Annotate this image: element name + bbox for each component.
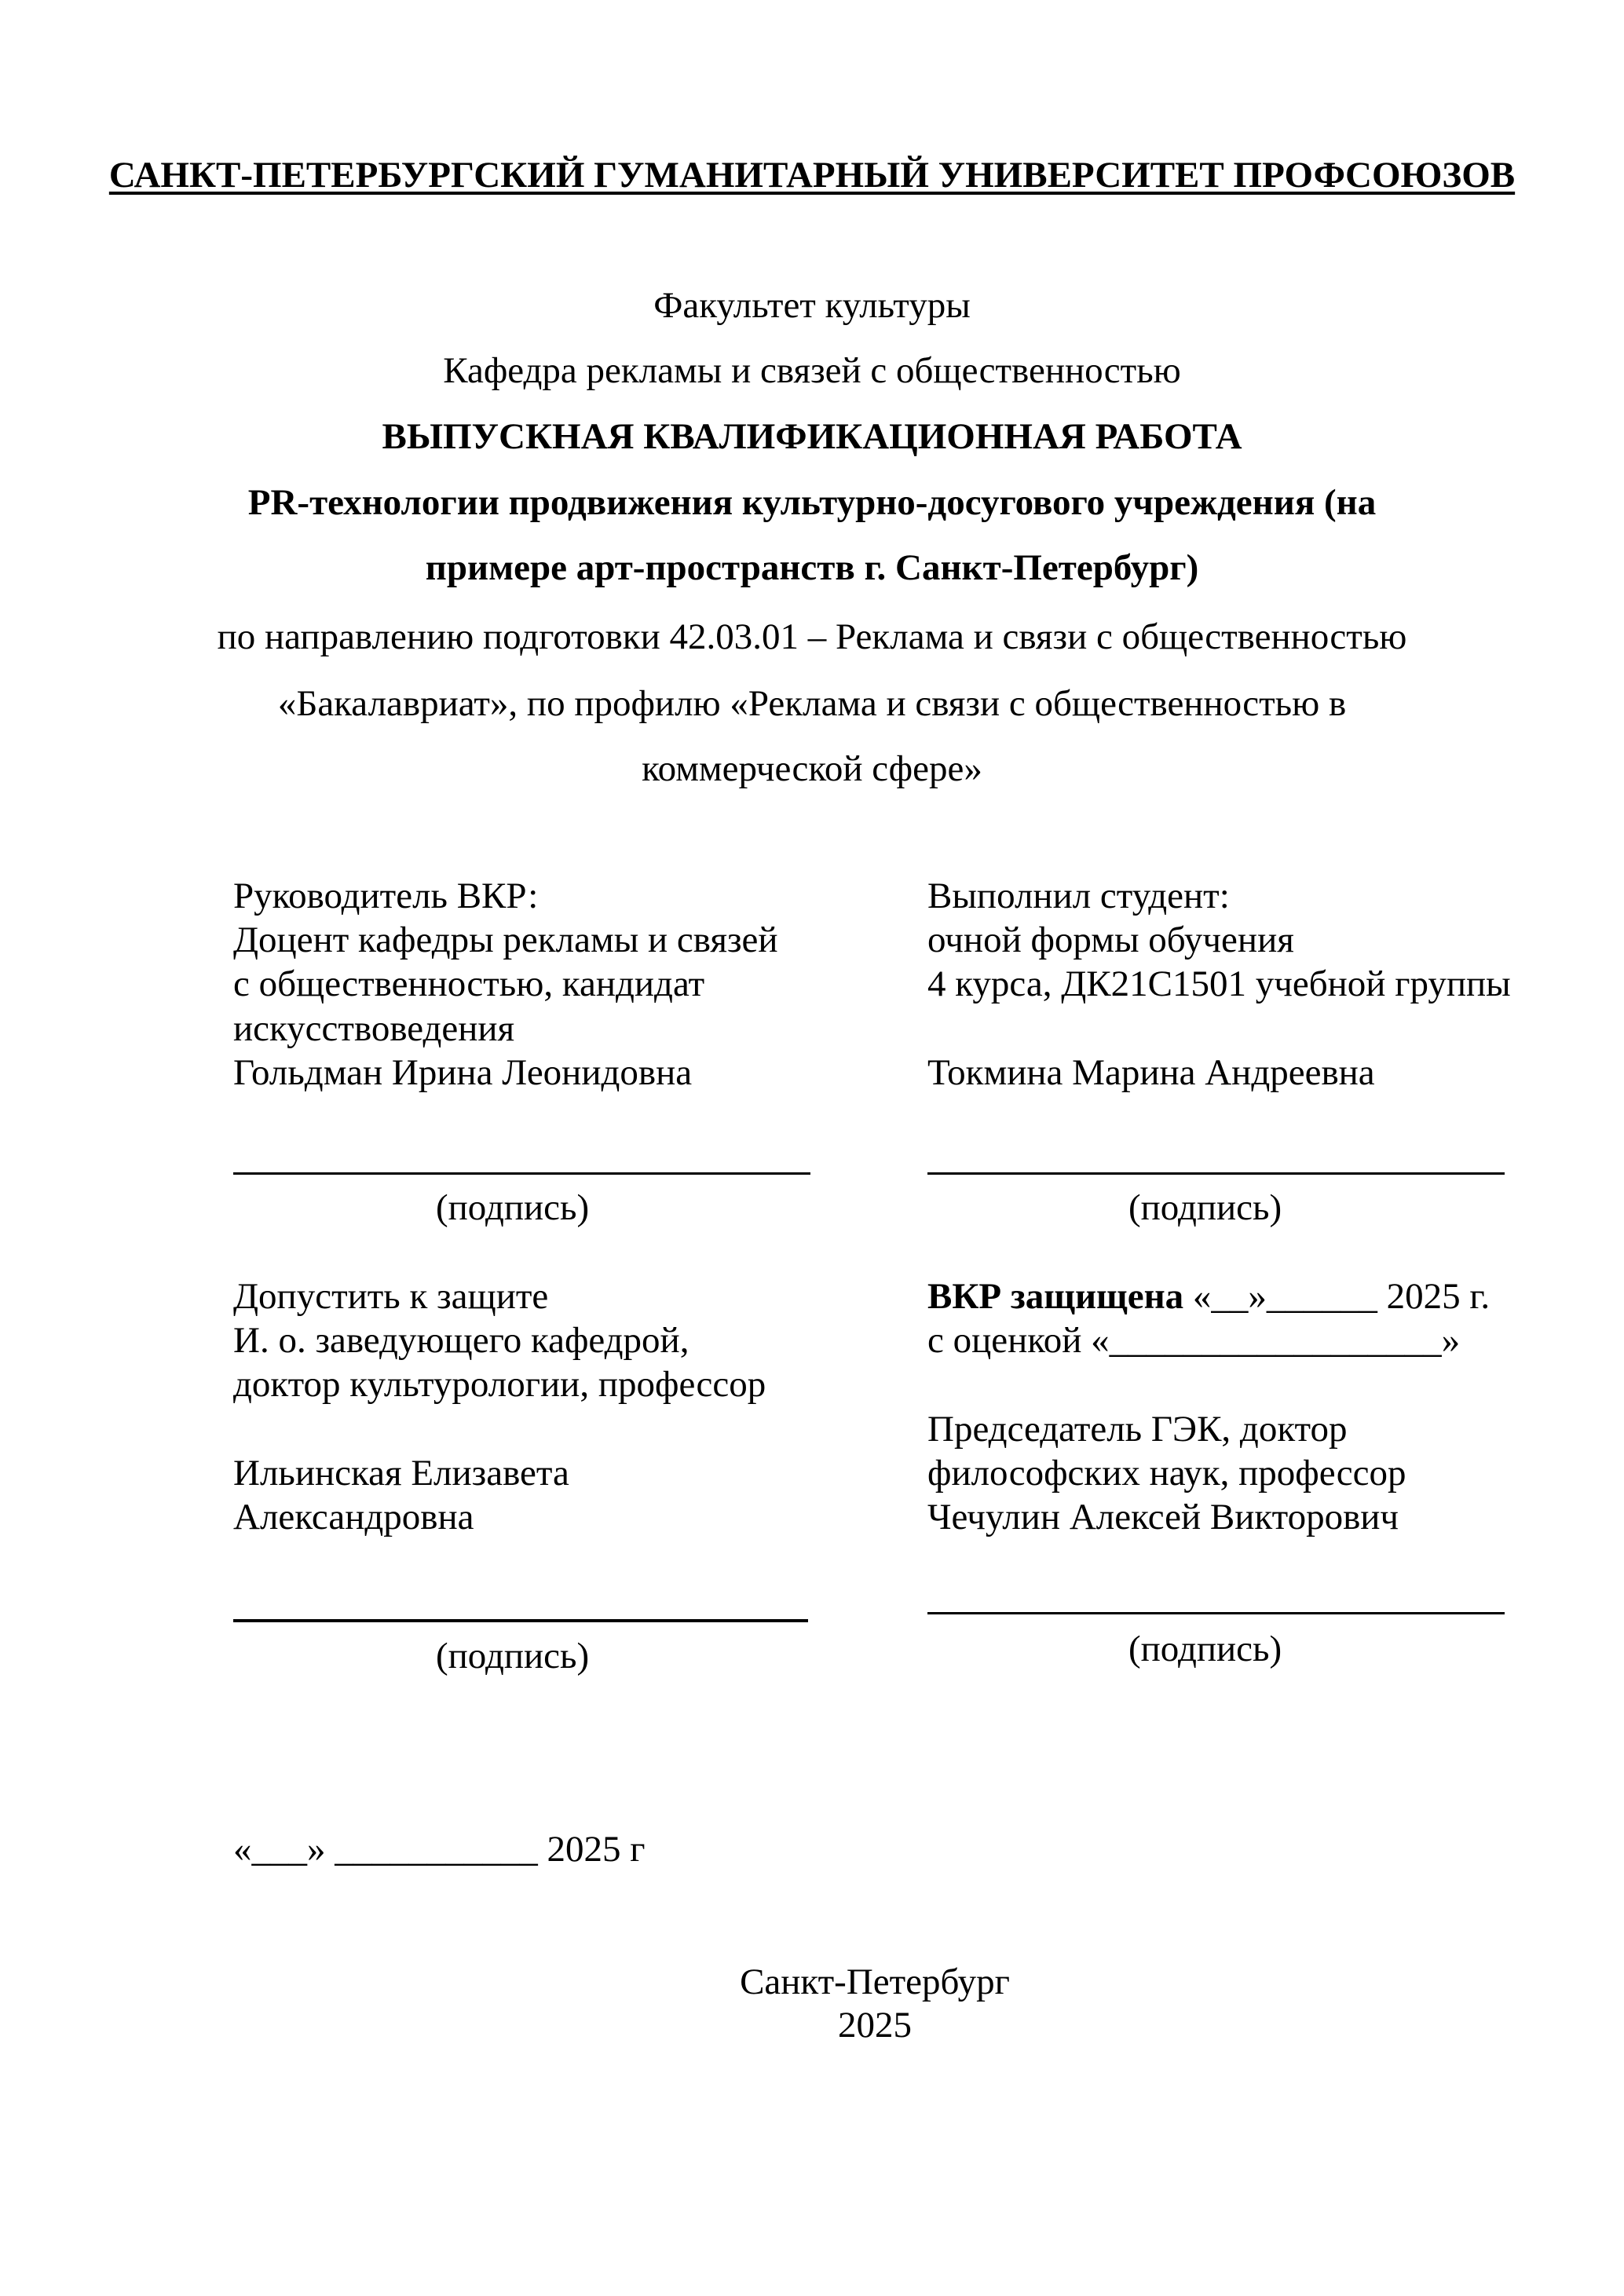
year: 2025	[838, 2005, 912, 2046]
defense-grade: с оценкой «__________________»	[927, 1320, 1461, 1361]
supervisor-name: Гольдман Ирина Леонидовна	[233, 1052, 693, 1093]
direction-line3: коммерческой сфере»	[642, 748, 982, 789]
supervisor-line1: Доцент кафедры рекламы и связей	[233, 919, 778, 960]
department: Кафедра рекламы и связей с общественностью	[443, 350, 1181, 391]
head-signature-caption: (подпись)	[436, 1636, 590, 1676]
faculty: Факультет культуры	[653, 285, 971, 326]
chair-signature-caption: (подпись)	[1128, 1629, 1282, 1669]
supervisor-line3: искусствоведения	[233, 1008, 515, 1049]
defense-label: ВКР защищена	[927, 1276, 1184, 1317]
direction-line1: по направлению подготовки 42.03.01 – Реклама и связи с общественностью	[217, 616, 1407, 657]
student-name: Токмина Марина Андреевна	[927, 1052, 1375, 1093]
university-name: САНКТ-ПЕТЕРБУРГСКИЙ ГУМАНИТАРНЫЙ УНИВЕРСИТЕТ ПРОФСОЮЗОВ	[108, 155, 1516, 196]
defense-date: «__»______ 2025 г.	[1183, 1276, 1490, 1317]
head-name1: Ильинская Елизавета	[233, 1453, 569, 1493]
thesis-title-line2: примере арт-пространств г. Санкт-Петербург)	[425, 547, 1199, 588]
work-type: ВЫПУСКНАЯ КВАЛИФИКАЦИОННАЯ РАБОТА	[382, 416, 1242, 457]
head-signature-line	[233, 1619, 808, 1622]
date-line: «___» ___________ 2025 г	[233, 1829, 646, 1870]
supervisor-label: Руководитель ВКР:	[233, 876, 539, 916]
defense-status	[927, 1278, 1490, 1315]
head-name2: Александровна	[233, 1497, 474, 1537]
admission-label: Допустить к защите	[233, 1276, 549, 1317]
chair-line1: Председатель ГЭК, доктор	[927, 1409, 1348, 1450]
thesis-title-line1: PR-технологии продвижения культурно-досугового учреждения (на	[247, 482, 1377, 523]
supervisor-line2: с общественностью, кандидат	[233, 963, 705, 1004]
chair-line2: философских наук, профессор	[927, 1453, 1406, 1493]
admission-line1: И. о. заведующего кафедрой,	[233, 1320, 689, 1361]
direction-line2: «Бакалавриат», по профилю «Реклама и связи с общественностью в	[277, 683, 1347, 724]
chair-signature-line	[927, 1612, 1505, 1614]
student-label: Выполнил студент:	[927, 876, 1230, 916]
student-signature-line	[927, 1172, 1505, 1175]
admission-line2: доктор культурологии, профессор	[233, 1364, 766, 1405]
chair-name: Чечулин Алексей Викторович	[927, 1497, 1399, 1537]
supervisor-signature-caption: (подпись)	[436, 1187, 590, 1228]
supervisor-signature-line	[233, 1172, 810, 1175]
student-signature-caption: (подпись)	[1128, 1187, 1282, 1228]
student-line2: 4 курса, ДК21С1501 учебной группы	[927, 963, 1511, 1004]
student-line1: очной формы обучения	[927, 919, 1294, 960]
city: Санкт-Петербург	[740, 1961, 1010, 2002]
